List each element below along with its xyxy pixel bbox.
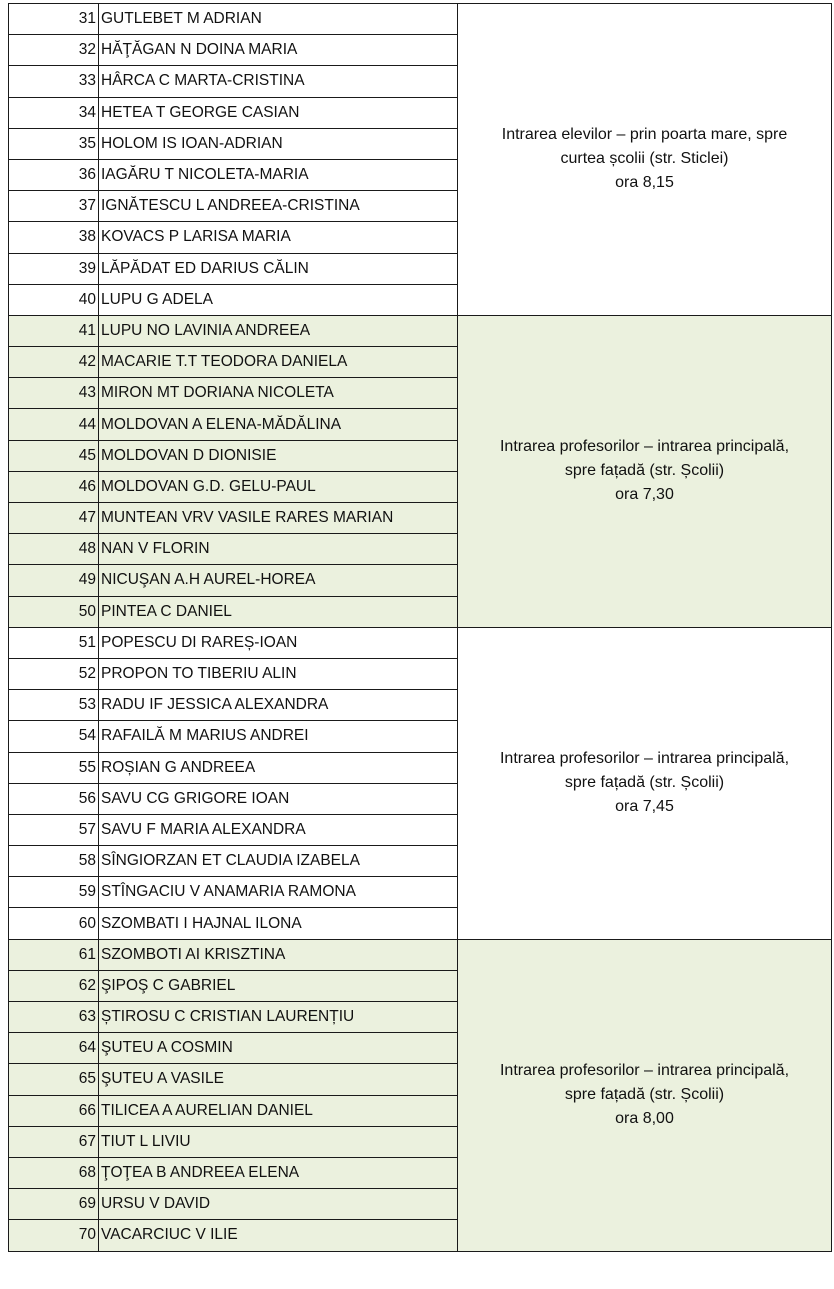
student-name: SZOMBATI I HAJNAL ILONA	[99, 908, 458, 939]
student-name: ŢOŢEA B ANDREEA ELENA	[99, 1157, 458, 1188]
row-number: 33	[9, 66, 99, 97]
student-name: STÎNGACIU V ANAMARIA RAMONA	[99, 877, 458, 908]
entrance-info-cell	[458, 315, 832, 627]
entrance-detail: spre fațadă (str. Școlii)	[564, 774, 725, 792]
row-number: 64	[9, 1033, 99, 1064]
row-number: 63	[9, 1002, 99, 1033]
student-name: MOLDOVAN A ELENA-MĂDĂLINA	[99, 409, 458, 440]
student-name: IAGĂRU T NICOLETA-MARIA	[99, 159, 458, 190]
student-name: RAFAILĂ M MARIUS ANDREI	[99, 721, 458, 752]
row-number: 48	[9, 534, 99, 565]
student-name: MOLDOVAN G.D. GELU-PAUL	[99, 471, 458, 502]
student-name: TILICEA A AURELIAN DANIEL	[99, 1095, 458, 1126]
row-number: 62	[9, 970, 99, 1001]
student-name: PROPON TO TIBERIU ALIN	[99, 658, 458, 689]
row-number: 31	[9, 4, 99, 35]
student-name: POPESCU DI RAREȘ-IOAN	[99, 627, 458, 658]
arrival-time: ora 8,00	[615, 1110, 674, 1128]
row-number: 60	[9, 908, 99, 939]
student-name: SAVU F MARIA ALEXANDRA	[99, 814, 458, 845]
student-name: MOLDOVAN D DIONISIE	[99, 440, 458, 471]
roster-table-body	[9, 4, 832, 1252]
student-name: SZOMBOTI AI KRISZTINA	[99, 939, 458, 970]
entrance-info-cell	[458, 627, 832, 939]
student-name: HETEA T GEORGE CASIAN	[99, 97, 458, 128]
roster-table	[8, 3, 832, 1252]
entrance-label: Intrarea profesorilor – intrarea principală,	[499, 750, 790, 768]
student-name: ŞIPOŞ C GABRIEL	[99, 970, 458, 1001]
student-name: SAVU CG GRIGORE IOAN	[99, 783, 458, 814]
table-row	[9, 4, 832, 35]
student-name: MUNTEAN VRV VASILE RARES MARIAN	[99, 503, 458, 534]
student-name: ŞUTEU A VASILE	[99, 1064, 458, 1095]
student-name: VACARCIUC V ILIE	[99, 1220, 458, 1251]
row-number: 42	[9, 347, 99, 378]
student-name: ROȘIAN G ANDREEA	[99, 752, 458, 783]
row-number: 35	[9, 128, 99, 159]
arrival-time: ora 7,45	[615, 798, 674, 816]
row-number: 65	[9, 1064, 99, 1095]
student-name: LĂPĂDAT ED DARIUS CĂLIN	[99, 253, 458, 284]
student-name: NICUŞAN A.H AUREL-HOREA	[99, 565, 458, 596]
arrival-time: ora 8,15	[615, 174, 674, 192]
row-number: 69	[9, 1189, 99, 1220]
student-name: NAN V FLORIN	[99, 534, 458, 565]
entrance-info-cell	[458, 4, 832, 316]
row-number: 54	[9, 721, 99, 752]
student-name: LUPU G ADELA	[99, 284, 458, 315]
student-name: TIUT L LIVIU	[99, 1126, 458, 1157]
row-number: 55	[9, 752, 99, 783]
student-name: GUTLEBET M ADRIAN	[99, 4, 458, 35]
row-number: 68	[9, 1157, 99, 1188]
table-row	[9, 627, 832, 658]
row-number: 41	[9, 315, 99, 346]
row-number: 53	[9, 690, 99, 721]
row-number: 61	[9, 939, 99, 970]
row-number: 58	[9, 846, 99, 877]
row-number: 34	[9, 97, 99, 128]
student-name: KOVACS P LARISA MARIA	[99, 222, 458, 253]
row-number: 38	[9, 222, 99, 253]
row-number: 45	[9, 440, 99, 471]
student-name: MIRON MT DORIANA NICOLETA	[99, 378, 458, 409]
row-number: 40	[9, 284, 99, 315]
arrival-time: ora 7,30	[615, 486, 674, 504]
row-number: 36	[9, 159, 99, 190]
student-name: URSU V DAVID	[99, 1189, 458, 1220]
student-name: HOLOM IS IOAN-ADRIAN	[99, 128, 458, 159]
entrance-detail: spre fațadă (str. Școlii)	[564, 1086, 725, 1104]
row-number: 59	[9, 877, 99, 908]
entrance-detail: spre fațadă (str. Școlii)	[564, 462, 725, 480]
table-row	[9, 315, 832, 346]
row-number: 47	[9, 503, 99, 534]
row-number: 70	[9, 1220, 99, 1251]
row-number: 49	[9, 565, 99, 596]
student-name: HÂRCA C MARTA-CRISTINA	[99, 66, 458, 97]
student-name: MACARIE T.T TEODORA DANIELA	[99, 347, 458, 378]
entrance-label: Intrarea elevilor – prin poarta mare, spre	[501, 126, 788, 144]
student-name: ȘTIROSU C CRISTIAN LAURENȚIU	[99, 1002, 458, 1033]
row-number: 56	[9, 783, 99, 814]
entrance-detail: curtea școlii (str. Sticlei)	[560, 150, 729, 168]
row-number: 39	[9, 253, 99, 284]
student-name: RADU IF JESSICA ALEXANDRA	[99, 690, 458, 721]
row-number: 32	[9, 35, 99, 66]
row-number: 52	[9, 658, 99, 689]
entrance-label: Intrarea profesorilor – intrarea principală,	[499, 1062, 790, 1080]
row-number: 50	[9, 596, 99, 627]
row-number: 46	[9, 471, 99, 502]
row-number: 44	[9, 409, 99, 440]
student-name: ŞUTEU A COSMIN	[99, 1033, 458, 1064]
entrance-info-cell	[458, 939, 832, 1251]
student-name: LUPU NO LAVINIA ANDREEA	[99, 315, 458, 346]
row-number: 51	[9, 627, 99, 658]
student-name: SÎNGIORZAN ET CLAUDIA IZABELA	[99, 846, 458, 877]
row-number: 57	[9, 814, 99, 845]
student-name: PINTEA C DANIEL	[99, 596, 458, 627]
row-number: 43	[9, 378, 99, 409]
row-number: 66	[9, 1095, 99, 1126]
row-number: 67	[9, 1126, 99, 1157]
table-row	[9, 939, 832, 970]
student-name: HĂŢĂGAN N DOINA MARIA	[99, 35, 458, 66]
row-number: 37	[9, 191, 99, 222]
student-name: IGNĂTESCU L ANDREEA-CRISTINA	[99, 191, 458, 222]
roster-table-container	[8, 3, 831, 1252]
entrance-label: Intrarea profesorilor – intrarea principală,	[499, 438, 790, 456]
